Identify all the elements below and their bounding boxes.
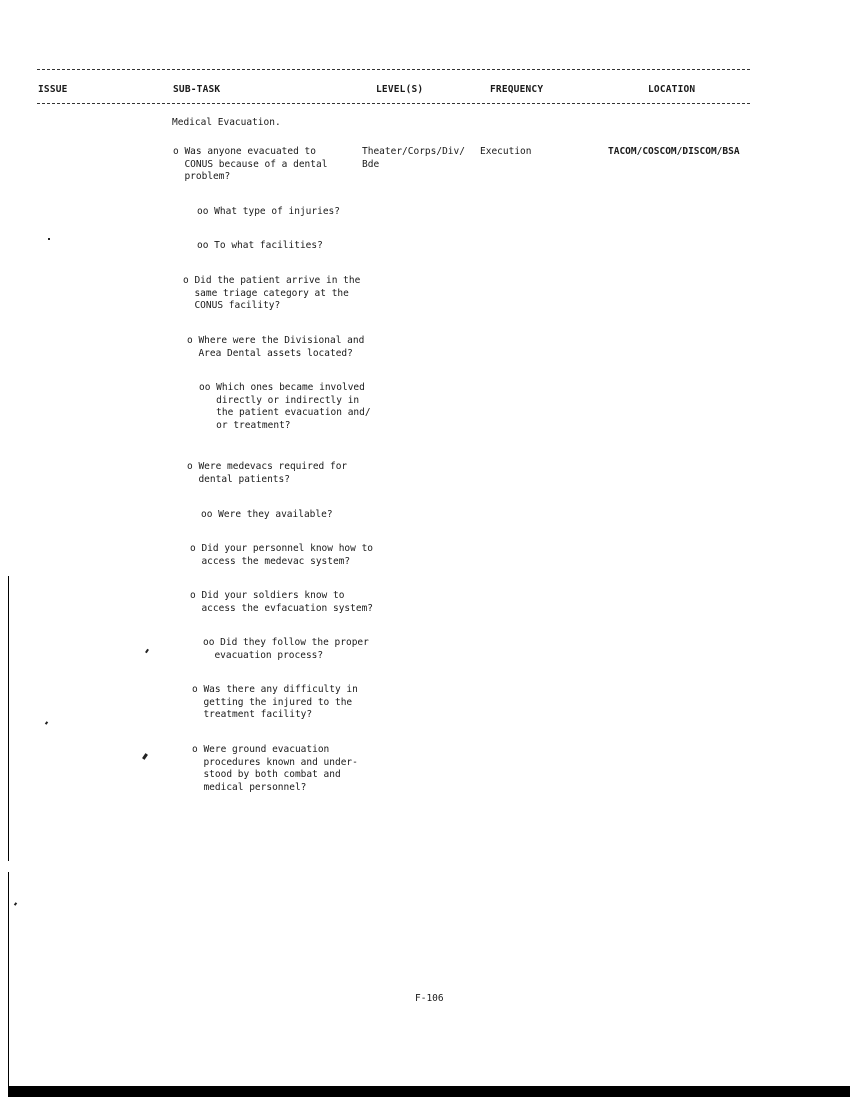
question-text: o Was there any difficulty in getting the injured to the treatment facility? (192, 684, 358, 720)
question-item (197, 206, 397, 219)
question-text: o Was anyone evacuated to CONUS because of a dental problem? (173, 146, 328, 182)
question-text: oo Were they available? (201, 509, 333, 520)
question-item (173, 146, 373, 184)
scan-edge-line (8, 872, 9, 1087)
question-item (187, 461, 387, 486)
column-header-levels: LEVEL(S) (376, 84, 424, 95)
column-header-sub-task: SUB-TASK (173, 84, 221, 95)
column-header-location: LOCATION (648, 84, 696, 95)
question-text: oo What type of injuries? (197, 206, 340, 217)
question-text: oo Did they follow the proper evacuation process? (203, 637, 369, 661)
location-cell: TACOM/COSCOM/DISCOM/BSA (608, 146, 740, 157)
header-top-rule (37, 69, 750, 70)
question-text: o Did your personnel know how to access the medevac system? (190, 543, 374, 567)
question-item (192, 744, 392, 794)
scan-speck (145, 649, 149, 653)
question-item (201, 509, 401, 522)
scan-speck (45, 721, 48, 725)
question-item (183, 275, 383, 313)
question-text: o Were medevacs required for dental patients? (187, 461, 348, 485)
question-text: o Where were the Divisional and Area Dental assets located? (187, 335, 365, 359)
question-text: o Did your soldiers know to access the evfacuation system? (190, 590, 374, 614)
question-item (190, 590, 390, 615)
question-item (197, 240, 397, 253)
scan-speck (14, 902, 17, 906)
scan-speck (48, 238, 50, 240)
frequency-cell: Execution (480, 146, 532, 157)
scan-speck (142, 753, 148, 760)
column-header-issue: ISSUE (38, 84, 68, 95)
level-line: Bde (362, 158, 380, 170)
question-text: oo Which ones became involved directly or indirectly in the patient evacuation and/ or treatment? (199, 382, 371, 431)
question-item (192, 684, 392, 722)
question-text: o Were ground evacuation procedures known and under- stood by both combat and medical personnel? (192, 744, 358, 793)
question-item (187, 335, 387, 360)
question-item (199, 382, 399, 432)
section-title: Medical Evacuation. (172, 117, 281, 128)
scan-edge-line (8, 576, 9, 861)
level-line: Theater/Corps/Div/ (362, 146, 465, 157)
header-bottom-rule (37, 103, 750, 104)
question-text: o Did the patient arrive in the same triage category at the CONUS facility? (183, 275, 361, 311)
level-cell (362, 146, 484, 171)
question-text: oo To what facilities? (197, 240, 323, 251)
page-number: F-106 (415, 993, 444, 1004)
question-item (190, 543, 390, 568)
column-header-frequency: FREQUENCY (490, 84, 544, 95)
scan-bottom-border (8, 1086, 850, 1097)
question-item (203, 637, 403, 662)
